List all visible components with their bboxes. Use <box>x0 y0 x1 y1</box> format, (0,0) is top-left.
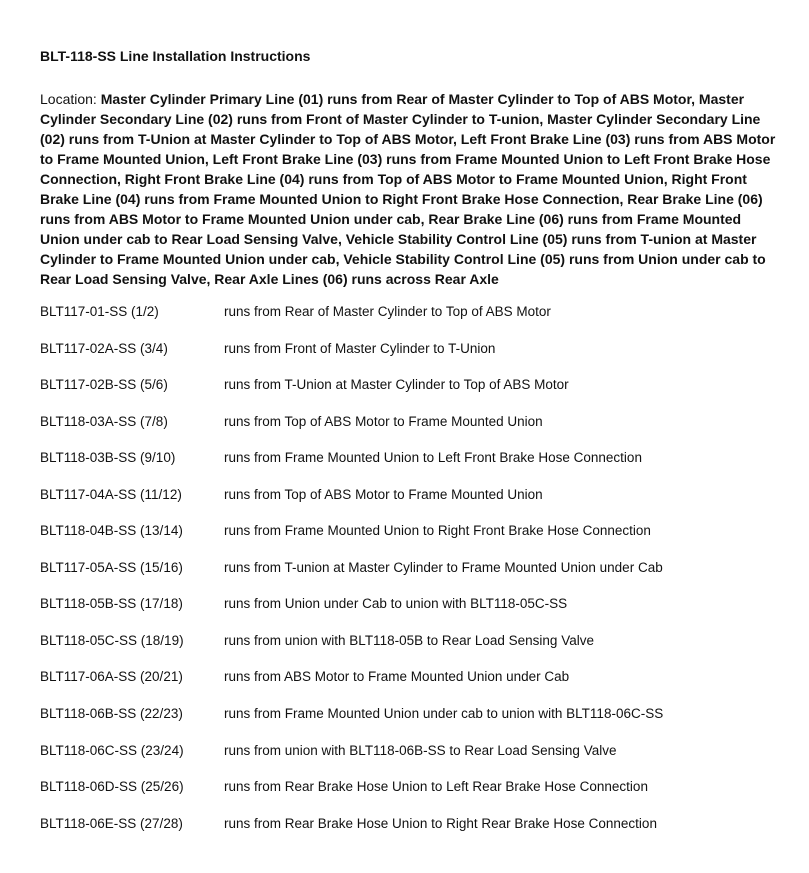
line-description: runs from Frame Mounted Union to Right Front Brake Hose Connection <box>224 523 651 539</box>
line-part-number: BLT118-06D-SS (25/26) <box>40 779 184 795</box>
line-list <box>40 304 780 852</box>
line-row <box>40 523 780 560</box>
location-text: Master Cylinder Primary Line (01) runs from Rear of Master Cylinder to Top of ABS Motor, Master Cylinder Secondary Line (02) runs from Front of Master Cylinder to T-union, Master Cylinder Secondary Line (02) runs from T-Union at Master Cylinder to Top of ABS Motor, Left Front Brake Line (03) runs from ABS Motor to Frame Mounted Union, Left Front Brake Line (03) runs from Frame Mounted Union to Left Front Brake Hose Connection, Right Front Brake Line (04) runs from Top of ABS Motor to Frame Mounted Union, Right Front Brake Line (04) runs from Frame Mounted Union to Right Front Brake Hose Connection, Rear Brake Line (06) runs from ABS Motor to Frame Mounted Union under cab, Rear Brake Line (06) runs from Frame Mounted Union under cab to Rear Load Sensing Valve, Vehicle Stability Control Line (05) runs from T-union at Master Cylinder to Frame Mounted Union under cab, Vehicle Stability Control Line (05) runs from Union under cab to Rear Load Sensing Valve, Rear Axle Lines (06) runs across Rear Axle <box>40 91 776 287</box>
location-label: Location: <box>40 91 97 107</box>
line-description: runs from Top of ABS Motor to Frame Mounted Union <box>224 486 543 502</box>
line-description: runs from Rear Brake Hose Union to Right Rear Brake Hose Connection <box>224 815 657 831</box>
line-part-number: BLT118-06E-SS (27/28) <box>40 815 183 831</box>
line-description: runs from T-Union at Master Cylinder to Top of ABS Motor <box>224 377 569 393</box>
line-description: runs from T-union at Master Cylinder to Frame Mounted Union under Cab <box>224 559 663 575</box>
line-row <box>40 304 780 341</box>
line-part-number: BLT117-04A-SS (11/12) <box>40 486 182 502</box>
line-part-number: BLT118-06B-SS (22/23) <box>40 706 183 722</box>
line-part-number: BLT117-02A-SS (3/4) <box>40 340 168 356</box>
line-part-number: BLT118-05C-SS (18/19) <box>40 632 184 648</box>
location-paragraph <box>40 89 780 289</box>
line-row <box>40 487 780 524</box>
line-description: runs from Union under Cab to union with BLT118-05C-SS <box>224 596 568 612</box>
line-row <box>40 450 780 487</box>
line-description: runs from Frame Mounted Union to Left Front Brake Hose Connection <box>224 450 642 466</box>
line-row <box>40 341 780 378</box>
line-description: runs from Front of Master Cylinder to T-Union <box>224 340 496 356</box>
line-row <box>40 743 780 780</box>
line-row <box>40 706 780 743</box>
line-description: runs from Rear Brake Hose Union to Left Rear Brake Hose Connection <box>224 779 648 795</box>
line-part-number: BLT117-06A-SS (20/21) <box>40 669 183 685</box>
line-description: runs from Frame Mounted Union under cab to union with BLT118-06C-SS <box>224 706 664 722</box>
line-description: runs from Top of ABS Motor to Frame Mounted Union <box>224 413 543 429</box>
line-row <box>40 779 780 816</box>
line-part-number: BLT117-02B-SS (5/6) <box>40 377 168 393</box>
line-description: runs from union with BLT118-06B-SS to Rear Load Sensing Valve <box>224 742 617 758</box>
line-row <box>40 377 780 414</box>
line-part-number: BLT118-04B-SS (13/14) <box>40 523 183 539</box>
line-part-number: BLT118-03A-SS (7/8) <box>40 413 168 429</box>
line-description: runs from Rear of Master Cylinder to Top of ABS Motor <box>224 304 551 319</box>
line-part-number: BLT118-06C-SS (23/24) <box>40 742 184 758</box>
line-row <box>40 596 780 633</box>
line-row <box>40 669 780 706</box>
document-title: BLT-118-SS Line Installation Instructions <box>40 48 311 64</box>
line-row <box>40 633 780 670</box>
line-part-number: BLT117-01-SS (1/2) <box>40 304 159 319</box>
line-part-number: BLT118-03B-SS (9/10) <box>40 450 176 466</box>
line-row <box>40 414 780 451</box>
line-description: runs from ABS Motor to Frame Mounted Union under Cab <box>224 669 570 685</box>
line-part-number: BLT118-05B-SS (17/18) <box>40 596 183 612</box>
line-part-number: BLT117-05A-SS (15/16) <box>40 559 183 575</box>
line-row <box>40 816 780 853</box>
line-description: runs from union with BLT118-05B to Rear Load Sensing Valve <box>224 632 594 648</box>
line-row <box>40 560 780 597</box>
